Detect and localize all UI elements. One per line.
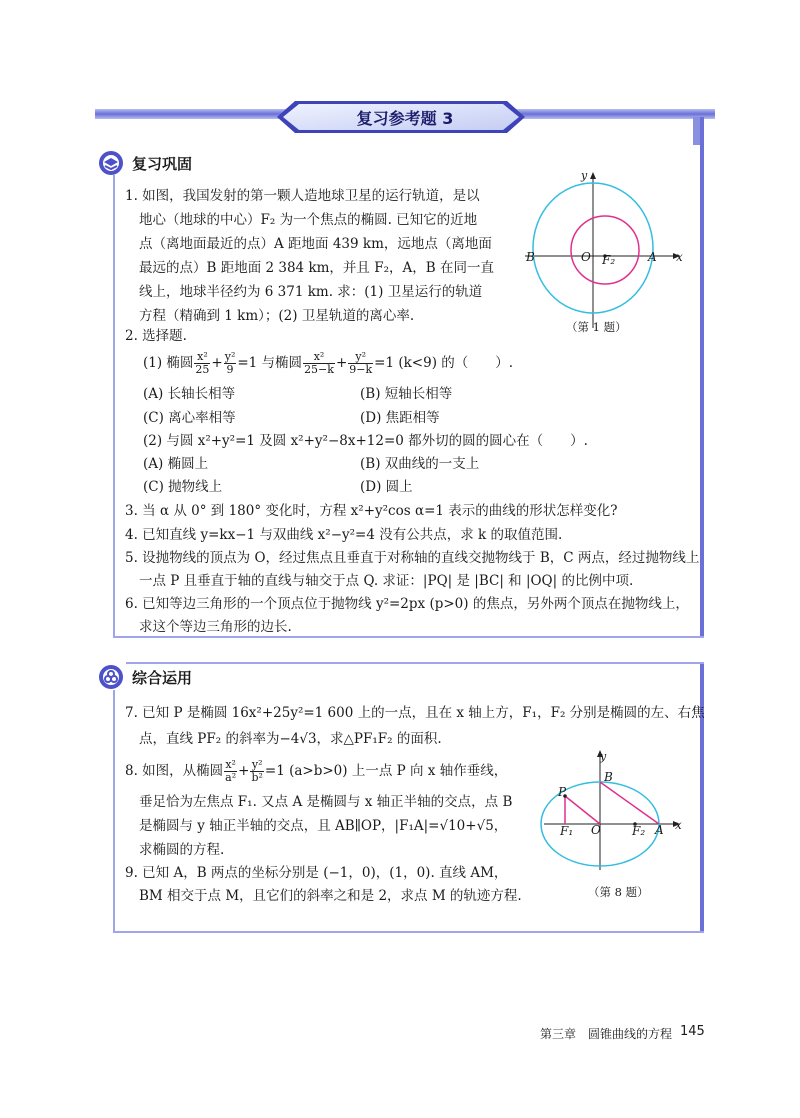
q4: 4. 已知直线 y=kx−1 与双曲线 x²−y²=4 没有公共点，求 k 的取值范围. <box>125 527 563 543</box>
q8-line-1 <box>125 756 507 786</box>
fig8-label-A: A <box>655 823 664 837</box>
q5-line-2: 一点 P 且垂直于轴的直线与轴交于点 Q. 求证：|PQ| 是 |BC| 和 |OQ| 的比例中项. <box>139 573 634 589</box>
fig8-label-F2: F₂ <box>632 824 646 838</box>
application-icon <box>98 664 124 690</box>
q5-line-1: 5. 设抛物线的顶点为 O，经过焦点且垂直于对称轴的直线交抛物线于 B，C 两点，经过抛物线上 <box>125 550 700 566</box>
q2-part1-suffix: =1 (k<9) 的（ ）. <box>374 355 514 371</box>
fraction-x2-over-25: $\frac{\text{x²}}{25}$ <box>195 350 210 376</box>
q6-line-2: 求这个等边三角形的边长. <box>139 619 292 635</box>
fig8-label-x: x <box>675 818 682 832</box>
fig1-label-B: B <box>526 250 535 264</box>
q1-line-2: 地心（地球的中心）F₂ 为一个焦点的椭圆. 已知它的近地 <box>139 212 478 228</box>
frame-line-left <box>113 175 115 637</box>
frame2-line-top <box>126 662 704 664</box>
q8-line-3: 是椭圆与 y 轴正半轴的交点，且 AB∥OP，|F₁A|=√10+√5， <box>139 818 508 834</box>
fig1-label-F2: F₂ <box>602 253 616 267</box>
q2-part2-option-d: (D) 圆上 <box>360 479 413 495</box>
review-icon <box>98 150 124 176</box>
q7-line-2: 点，直线 PF₂ 的斜率为−4√3，求△PF₁F₂ 的面积. <box>139 731 442 747</box>
q2-option-d: (D) 焦距相等 <box>360 410 440 426</box>
q1-line-4: 最远的点）B 距地面 2 384 km，并且 F₂，A，B 在同一直 <box>139 260 494 276</box>
fraction-y2-over-9-k: $\frac{\text{y²}}{9-k}$ <box>349 350 373 376</box>
frame-line-right <box>700 117 704 637</box>
q7-line-1: 7. 已知 P 是椭圆 16x²+25y²=1 600 上的一点，且在 x 轴上方，F₁，F₂ 分别是椭圆的左、右焦 <box>125 705 705 721</box>
q8-line-4: 求椭圆的方程. <box>139 842 225 858</box>
page-title: 复习参考题 3 <box>356 109 454 128</box>
figure-8-ellipse <box>540 748 690 878</box>
fig1-label-x: x <box>676 250 683 264</box>
q2-part2-option-b: (B) 双曲线的一支上 <box>360 456 480 472</box>
frame2-line-bottom <box>113 931 704 933</box>
page-number: 145 <box>680 1024 705 1039</box>
fig1-caption: （第 1 题） <box>566 320 627 334</box>
frame2-line-left <box>113 690 115 932</box>
footer-chapter: 第三章 圆锥曲线的方程 <box>540 1027 673 1041</box>
q6-line-1: 6. 已知等边三角形的一个顶点位于抛物线 y²=2px (p>0) 的焦点，另外两个顶点在抛物线上， <box>125 596 689 612</box>
fig8-caption: （第 8 题） <box>588 885 649 899</box>
fig8-label-y: y <box>600 750 607 763</box>
q2-option-c: (C) 离心率相等 <box>143 410 236 426</box>
section-heading-review: 复习巩固 <box>132 155 193 173</box>
fig1-label-A: A <box>648 250 657 264</box>
q2-part2: (2) 与圆 x²+y²=1 及圆 x²+y²−8x+12=0 都外切的圆的圆心在（ ）. <box>143 433 588 449</box>
plus-sign: + <box>238 763 250 779</box>
q2-part1 <box>143 348 513 378</box>
fraction-x2-over-25-k: $\frac{\text{x²}}{25-k}$ <box>304 350 334 376</box>
q2-part1-prefix: (1) 椭圆 <box>143 355 194 371</box>
q2-part2-option-a: (A) 椭圆上 <box>143 456 209 472</box>
q1-line-6: 方程（精确到 1 km）；(2) 卫星轨道的离心率. <box>139 308 415 324</box>
fraction-x2-over-a2: $\frac{\text{x²}}{\text{a²}}$ <box>225 758 237 784</box>
plus-sign: + <box>335 355 348 371</box>
fig8-label-O: O <box>591 823 601 837</box>
q8-prefix: 8. 如图，从椭圆 <box>125 763 224 779</box>
fig8-label-P: P <box>558 785 567 799</box>
fig8-label-F1: F₁ <box>560 824 574 838</box>
q2-part1-mid: =1 与椭圆 <box>237 355 303 371</box>
q1-line-5: 线上，地球半径约为 6 371 km. 求：(1) 卫星运行的轨道 <box>139 284 483 300</box>
q2-option-b: (B) 短轴长相等 <box>360 386 453 402</box>
q2-head: 2. 选择题. <box>125 328 187 344</box>
q8-line-2: 垂足恰为左焦点 F₁. 又点 A 是椭圆与 x 轴正半轴的交点，点 B <box>139 794 513 810</box>
plus-sign: + <box>211 355 223 371</box>
q9-line-2: BM 相交于点 M，且它们的斜率之和是 2，求点 M 的轨迹方程. <box>139 888 522 904</box>
q2-option-a: (A) 长轴长相等 <box>143 386 236 402</box>
fraction-y2-over-b2: $\frac{\text{y²}}{\text{b²}}$ <box>251 758 263 784</box>
fig8-label-B: B <box>604 770 613 784</box>
q8-suffix: =1 (a>b>0) 上一点 P 向 x 轴作垂线， <box>264 763 508 779</box>
q3: 3. 当 α 从 0° 到 180° 变化时，方程 x²+y²cos α=1 表示的曲线的形状怎样变化? <box>125 503 618 519</box>
section-heading-application: 综合运用 <box>132 669 193 687</box>
fig1-label-O: O <box>581 250 591 264</box>
fig1-label-y: y <box>581 169 588 182</box>
q2-part2-option-c: (C) 抛物线上 <box>143 479 223 495</box>
figure-1-satellite-orbit <box>515 168 690 333</box>
q1-line-1: 1. 如图，我国发射的第一颗人造地球卫星的运行轨道，是以 <box>125 188 480 204</box>
fraction-y2-over-9: $\frac{\text{y²}}{9}$ <box>224 350 236 376</box>
q9-line-1: 9. 已知 A，B 两点的坐标分别是 (−1，0)，(1，0). 直线 AM， <box>125 865 508 881</box>
q1-line-3: 点（离地面最近的点）A 距地面 439 km，远地点（离地面 <box>139 236 492 252</box>
